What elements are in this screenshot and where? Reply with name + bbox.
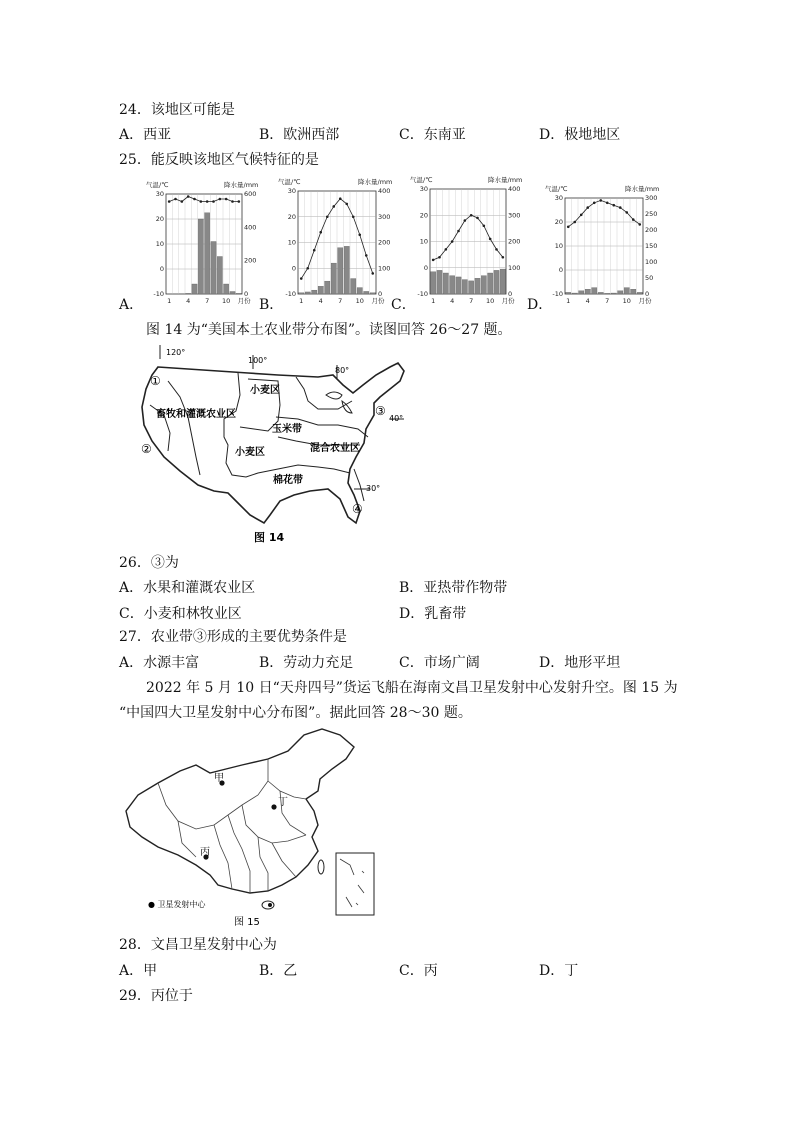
precip-bar [364, 291, 369, 294]
month-tick-label: 4 [585, 297, 590, 305]
map-legend-launch-center: ● 卫星发射中心 [148, 900, 206, 909]
precip-tick-label: 600 [244, 190, 257, 198]
temperature-point [573, 221, 576, 224]
temperature-point [313, 249, 316, 252]
precip-tick-label: 250 [645, 210, 658, 218]
month-axis-title: 月份 [371, 297, 385, 305]
precip-tick-label: 0 [378, 290, 383, 298]
region-corn-belt: 玉米带 [272, 424, 302, 435]
temperature-point [225, 198, 228, 201]
temperature-point [476, 217, 479, 220]
precip-bar [500, 269, 505, 294]
launch-center-ding [271, 804, 276, 809]
region-wheat-north: 小麦区 [250, 385, 280, 396]
figure-15-intro-line-1: 2022 年 5 月 10 日“天舟四号”货运飞船在海南文昌卫星发射中心发射升空。图 15 为 [146, 680, 678, 696]
q28-option-c[interactable]: C．丙 [399, 963, 438, 979]
temperature-point [300, 277, 303, 280]
precip-bar [299, 293, 304, 294]
figure-14-caption: 图 14 [254, 531, 285, 544]
temperature-point [212, 200, 215, 203]
temp-tick-label: 10 [554, 242, 563, 250]
month-tick-label: 1 [167, 297, 172, 305]
figure-14-intro: 图 14 为“美国本土农业带分布图”。读图回答 26～27 题。 [146, 322, 512, 338]
temp-axis-title: 气温/℃ [545, 185, 568, 193]
temperature-point [432, 259, 435, 262]
figure-15-intro-line-2: “中国四大卫星发射中心分布图”。据此回答 28～30 题。 [119, 705, 472, 721]
precip-bar [344, 246, 349, 294]
precip-bar [357, 288, 362, 294]
q28-option-a[interactable]: A．甲 [119, 963, 158, 979]
q27-option-b[interactable]: B．劳动力充足 [259, 655, 354, 671]
precip-bar [572, 293, 577, 294]
temperature-point [231, 200, 234, 203]
question-27-stem: 27．农业带③形成的主要优势条件是 [119, 629, 347, 645]
precip-bar [585, 289, 590, 294]
q26-option-a[interactable]: A．水果和灌溉农业区 [119, 580, 256, 596]
temp-tick-label: 30 [155, 190, 164, 198]
precip-tick-label: 400 [508, 185, 521, 193]
month-tick-label: 10 [355, 297, 364, 305]
q24-option-b[interactable]: B．欧洲西部 [259, 127, 340, 143]
precip-bar [370, 293, 375, 294]
temp-tick-label: -10 [417, 290, 428, 298]
q24-option-c[interactable]: C．东南亚 [399, 127, 466, 143]
region-number-1: ① [150, 374, 161, 388]
month-tick-label: 10 [622, 297, 631, 305]
us-agriculture-map[interactable] [128, 345, 413, 545]
temperature-point [238, 200, 241, 203]
climate-chart-d[interactable] [545, 182, 665, 308]
precip-tick-label: 150 [645, 242, 658, 250]
label-ding: 丁 [278, 797, 288, 808]
q24-option-d[interactable]: D．极地地区 [539, 127, 621, 143]
precip-bar [198, 219, 203, 294]
precip-bar [605, 293, 610, 294]
precip-bar [211, 242, 216, 295]
precip-tick-label: 300 [645, 194, 658, 202]
temp-tick-label: 0 [423, 263, 428, 272]
precip-tick-label: 400 [244, 223, 257, 232]
precip-bar [618, 291, 623, 294]
precip-bar [566, 292, 571, 294]
q26-option-b[interactable]: B．亚热带作物带 [399, 580, 508, 596]
month-tick-label: 10 [486, 297, 495, 305]
region-mixed-farming: 混合农业区 [310, 443, 360, 454]
precip-bar [217, 257, 222, 295]
temp-tick-label: 10 [419, 237, 428, 246]
precip-tick-label: 100 [508, 263, 521, 272]
temperature-point [470, 214, 473, 217]
precip-bar [611, 293, 616, 294]
month-tick-label: 1 [566, 297, 571, 305]
temp-tick-label: -10 [153, 290, 164, 298]
precip-tick-label: 300 [508, 211, 521, 220]
temperature-point [483, 224, 486, 227]
q26-option-d[interactable]: D．乳畜带 [399, 606, 467, 622]
temp-tick-label: 30 [554, 194, 563, 202]
temperature-point [606, 202, 609, 205]
temp-tick-label: 10 [155, 240, 164, 248]
temperature-point [371, 272, 374, 275]
q28-option-b[interactable]: B．乙 [259, 963, 298, 979]
precip-bar [186, 293, 191, 294]
precip-bar [579, 291, 584, 294]
precip-bar [305, 292, 310, 294]
region-number-3: ③ [375, 404, 386, 418]
precip-bar [462, 280, 467, 294]
precip-axis-title: 降水量/mm [488, 176, 523, 184]
region-cotton-belt: 棉花带 [273, 475, 303, 486]
temp-tick-label: 10 [287, 238, 296, 247]
temperature-point [168, 200, 171, 203]
temperature-point [612, 204, 615, 207]
temperature-point [502, 256, 505, 259]
month-tick-label: 7 [205, 297, 210, 305]
precip-bar [431, 272, 436, 294]
precip-tick-label: 0 [508, 290, 513, 298]
precip-bar [224, 284, 229, 294]
month-axis-title: 月份 [501, 297, 515, 305]
month-tick-label: 4 [318, 297, 323, 305]
temperature-point [438, 256, 441, 259]
temp-tick-label: -10 [285, 290, 296, 298]
q25-option-a-letter[interactable]: A． [119, 297, 144, 313]
precip-bar [325, 281, 330, 294]
month-tick-label: 1 [431, 297, 436, 305]
q28-option-d[interactable]: D．丁 [539, 963, 579, 979]
south-china-sea-inset [336, 853, 374, 915]
precip-tick-label: 200 [244, 256, 257, 265]
temperature-point [619, 206, 622, 209]
temperature-point [187, 195, 190, 198]
q27-option-d[interactable]: D．地形平坦 [539, 655, 621, 671]
temp-tick-label: 20 [287, 212, 296, 221]
temperature-point [625, 211, 628, 214]
precip-bar [351, 279, 356, 294]
month-tick-label: 1 [299, 297, 304, 305]
month-axis-title: 月份 [638, 297, 652, 305]
temp-axis-title: 气温/℃ [146, 181, 169, 189]
question-29-stem: 29．丙位于 [119, 988, 193, 1004]
temperature-point [638, 223, 641, 226]
temperature-point [181, 200, 184, 203]
question-26-stem: 26．③为 [119, 555, 179, 571]
temperature-point [495, 248, 498, 251]
temperature-point [593, 202, 596, 205]
precip-tick-label: 0 [244, 290, 249, 298]
temperature-point [599, 199, 602, 202]
q25-option-c-letter[interactable]: C． [391, 297, 416, 313]
temp-tick-label: -10 [552, 290, 563, 298]
temperature-point [586, 206, 589, 209]
precip-tick-label: 200 [508, 237, 521, 246]
q25-option-d-letter[interactable]: D． [527, 297, 553, 313]
precip-bar [312, 290, 317, 294]
region-livestock-irrigation: 畜牧和灌溉农业区 [156, 409, 236, 420]
precip-bar [624, 288, 629, 294]
label-bing: 丙 [200, 847, 210, 858]
precip-bar [494, 270, 499, 294]
precip-bar [488, 273, 493, 294]
precip-bar [631, 289, 636, 294]
launch-center-hainan [268, 903, 272, 907]
precip-bar [598, 292, 603, 294]
precip-tick-label: 100 [378, 264, 391, 273]
precip-bar [205, 213, 210, 294]
month-axis-title: 月份 [237, 297, 251, 305]
q25-option-b-letter[interactable]: B． [259, 297, 284, 313]
precip-tick-label: 50 [645, 274, 654, 282]
precip-bar [637, 292, 642, 294]
precip-axis-title: 降水量/mm [358, 178, 393, 186]
precip-bar [475, 278, 480, 294]
temp-tick-label: 30 [287, 187, 296, 195]
temperature-point [219, 198, 222, 201]
month-tick-label: 7 [338, 297, 343, 305]
temperature-point [319, 231, 322, 234]
region-number-2: ② [141, 442, 152, 456]
label-jia: 甲 [214, 773, 224, 784]
precip-axis-title: 降水量/mm [224, 181, 259, 189]
temperature-point [457, 230, 460, 233]
temperature-point [206, 200, 209, 203]
temperature-point [352, 215, 355, 218]
q27-option-a[interactable]: A．水源丰富 [119, 655, 200, 671]
temperature-point [632, 218, 635, 221]
temp-tick-label: 0 [291, 264, 296, 273]
precip-bar [437, 270, 442, 294]
precip-axis-title: 降水量/mm [625, 185, 660, 193]
region-wheat-south: 小麦区 [235, 447, 265, 458]
month-tick-label: 4 [450, 297, 455, 305]
temperature-point [339, 197, 342, 200]
question-28-stem: 28．文昌卫星发射中心为 [119, 937, 277, 953]
temperature-point [580, 214, 583, 217]
precip-tick-label: 0 [645, 290, 650, 298]
temperature-point [326, 215, 329, 218]
question-24-stem: 24．该地区可能是 [119, 102, 235, 118]
meridian-120: 120° [166, 348, 186, 357]
climate-chart-c[interactable] [410, 173, 528, 308]
temperature-point [365, 254, 368, 257]
precip-bar [450, 276, 455, 294]
month-tick-label: 10 [222, 297, 231, 305]
temperature-point [567, 226, 570, 229]
question-25-stem: 25．能反映该地区气候特征的是 [119, 152, 319, 168]
temperature-point [451, 240, 454, 243]
region-number-4: ④ [352, 502, 363, 516]
parallel-40: 40° [389, 414, 404, 423]
month-tick-label: 7 [605, 297, 610, 305]
temperature-point [358, 233, 361, 236]
meridian-100: 100° [248, 356, 268, 365]
precip-tick-label: 100 [645, 258, 658, 266]
precip-bar [443, 273, 448, 294]
q24-option-a[interactable]: A．西亚 [119, 127, 172, 143]
temperature-point [464, 219, 467, 222]
climate-chart-b[interactable] [278, 175, 398, 308]
q27-option-c[interactable]: C．市场广阔 [399, 655, 480, 671]
precip-bar [192, 284, 197, 294]
temp-axis-title: 气温/℃ [278, 178, 301, 186]
precip-tick-label: 200 [645, 226, 658, 234]
parallel-30: 30° [366, 484, 381, 493]
temp-tick-label: 20 [155, 215, 164, 223]
temperature-point [345, 203, 348, 206]
q26-option-c[interactable]: C．小麦和林牧业区 [119, 606, 242, 622]
precip-tick-label: 400 [378, 187, 391, 195]
figure-15-caption: 图 15 [234, 917, 260, 928]
temperature-point [200, 200, 203, 203]
temperature-point [489, 238, 492, 241]
month-tick-label: 4 [186, 297, 191, 305]
temperature-point [445, 248, 448, 251]
precip-bar [236, 293, 241, 294]
precip-bar [481, 276, 486, 294]
precip-tick-label: 200 [378, 238, 391, 247]
temperature-point [332, 205, 335, 208]
precip-bar [456, 277, 461, 294]
precip-bar [592, 288, 597, 294]
precip-bar [318, 286, 323, 294]
meridian-80: 80° [335, 366, 350, 375]
temp-axis-title: 气温/℃ [410, 176, 433, 184]
temp-tick-label: 0 [558, 266, 563, 274]
month-tick-label: 7 [469, 297, 474, 305]
temperature-point [306, 267, 309, 270]
temp-tick-label: 30 [419, 185, 428, 193]
precip-bar [331, 263, 336, 294]
temp-tick-label: 20 [419, 211, 428, 220]
precip-bar [469, 281, 474, 294]
climate-chart-a[interactable] [146, 178, 264, 308]
temp-tick-label: 0 [159, 265, 164, 273]
china-launch-center-map[interactable] [118, 725, 380, 935]
precip-bar [338, 248, 343, 294]
precip-tick-label: 300 [378, 212, 391, 221]
temp-tick-label: 20 [554, 218, 563, 226]
temperature-point [174, 198, 177, 201]
precip-bar [230, 292, 235, 295]
temperature-point [193, 198, 196, 201]
